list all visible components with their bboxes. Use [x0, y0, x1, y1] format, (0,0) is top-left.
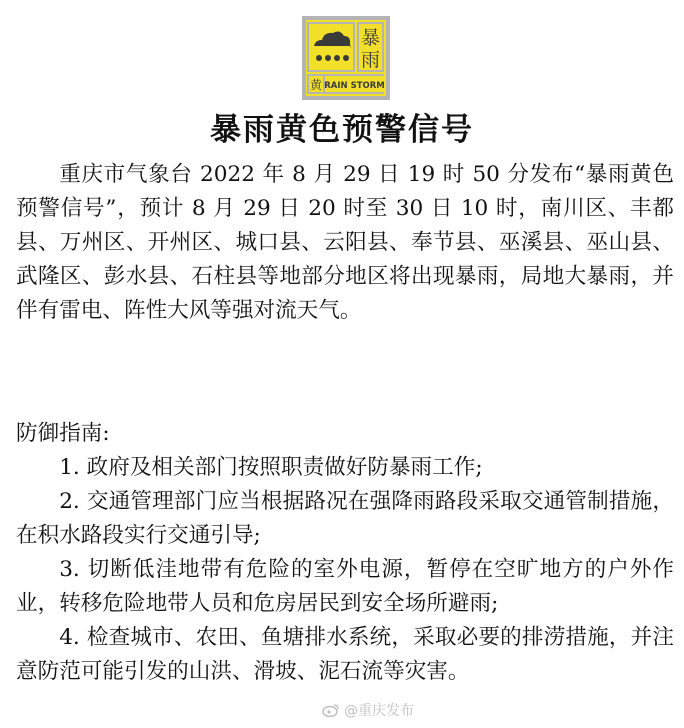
guide-item-4: 4. 检查城市、农田、鱼塘排水系统，采取必要的排涝措施，并注意防范可能引发的山洪、滑坡、泥石流等灾害。 [16, 625, 674, 684]
icon-char-small: 黄 [309, 78, 323, 92]
guide-item-1: 1. 政府及相关部门按照职责做好防暴雨工作; [59, 455, 483, 480]
watermark [322, 700, 414, 720]
guide-item-2: 2. 交通管理部门应当根据路况在强降雨路段采取交通管制措施，在积水路段实行交通引导; [16, 489, 674, 548]
icon-char-bottom: 雨 [360, 49, 381, 71]
warning-body: 重庆市气象台 2022 年 8 月 29 日 19 时 50 分发布“暴雨黄色预警信号”，预计 8 月 29 日 20 时至 30 日 10 时，南川区、丰都县、万州区、开州区、城口县、云阳县、奉节县、巫溪县、巫山县、武隆区、彭水县、石柱县等地部分地区将出现暴雨，局地大暴雨，并伴有雷电、阵性大风等强对流天气。 [16, 162, 674, 323]
page-title: 暴雨黄色预警信号 [210, 112, 474, 148]
guide-heading: 防御指南: [16, 421, 110, 446]
guide-list [16, 451, 674, 689]
weibo-icon [322, 703, 340, 717]
guide-item-3: 3. 切断低洼地带有危险的室外电源，暂停在空旷地方的户外作业，转移危险地带人员和危房居民到安全场所避雨; [16, 557, 674, 616]
icon-char-top: 暴 [360, 27, 381, 49]
watermark-text: @重庆发布 [344, 703, 414, 719]
icon-english-label: RAIN STORM [324, 81, 385, 91]
yellow-rainstorm-warning-icon [302, 16, 390, 100]
